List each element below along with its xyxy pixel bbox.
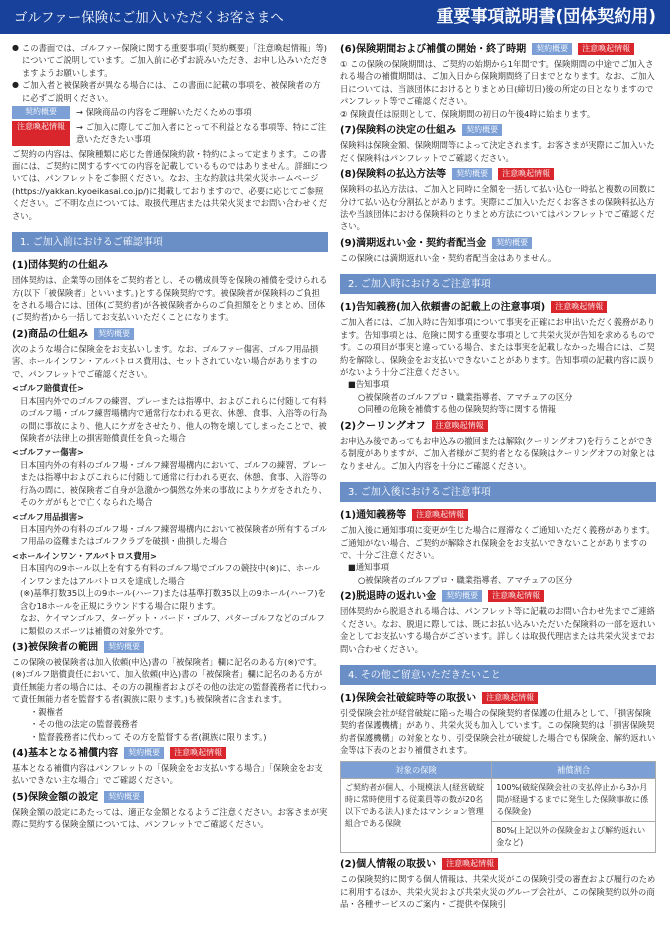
tag-caution-info: 注意喚起情報 — [488, 590, 544, 602]
intro-paragraph: ご契約の内容は、保険種類に応じた普通保険約款・特約によって定まります。この書面には、ご契約に関するすべての内容を記載しているものではありません。詳細については、パンフレットをご参照ください。なお、主な約款は共栄火災ホームページ(https://yakkan.kyoeikasai.co.jp/)に掲載しておりますので、必要に応じてご参照ください。ご不明な点については、取扱代理店または共栄火災までお問い合わせください。 — [12, 148, 328, 221]
s4-heading-2-text: (2)個人情報の取扱い — [340, 859, 437, 871]
tag-caution-info: 注意喚起情報 — [432, 420, 488, 432]
table-header-cell: 対象の保険 — [341, 761, 492, 778]
list-item: ○被保険者のゴルフプロ・職業指導者、アマチュアの区分 — [358, 391, 573, 402]
s1-heading-4 — [12, 746, 328, 761]
list-item: ・親権者 — [30, 706, 64, 717]
s1-text-8: 保険料の払込方法は、ご加入と同時に全額を一括して払い込む一時払と複数の回数に分けて払い込む分割払とがあります。実際にご加入いただくお客さまの保険料払込方法や当該団体における保険料のとりまとめ方法についてはパンフレットでご確認ください。 — [340, 184, 656, 232]
section-1-header: 1. ご加入前におけるご確認事項 — [12, 232, 328, 252]
s1-heading-9-text: (9)満期返れい金・契約者配当金 — [340, 237, 487, 249]
section-2-header: 2. ご加入時におけるご注意事項 — [340, 274, 656, 294]
tag-contract-overview: 契約概要 — [492, 237, 532, 249]
table-cell: ご契約者が個人、小規模法人(経営破綻時に常時使用する従業員等の数が20名以下である法人)またはマンション管理組合である保険 — [341, 779, 492, 853]
tag-caution-info: 注意喚起情報 — [442, 858, 498, 870]
s1-heading-3-text: (3)被保険者の範囲 — [12, 641, 99, 653]
tag-contract-overview: 契約概要 — [104, 641, 144, 653]
s1-sub-d: <ホールインワン・アルバトロス費用> — [12, 550, 157, 561]
s1-text-3b: (※)ゴルフ賠償責任において、加入依頼(申込)書の「被保険者」欄に記名のある方が責任無能力者の場合には、その方の親権者およびその他の法定の監督義務者に代わって責任無能力者を監督する者(親族に限ります。)も被保険者に含まれます。 — [12, 669, 328, 705]
list-item: ○被保険者のゴルフプロ・職業指導者、アマチュアの区分 — [358, 574, 573, 585]
s1-sub-c: <ゴルフ用品損害> — [12, 511, 84, 522]
tag-contract-overview: 契約概要 — [442, 590, 482, 602]
s2-text-1: ご加入者には、ご加入時に告知事項について事実を正確にお申出いただく義務があります。告知事項とは、危険に関する重要な事項として共栄火災が告知を求めるものです。この項目が事実と違っている場合、または事実を記載しなかった場合には、ご契約を解除し、保険金をお支払いできないことがあります。告知事項の記載内容に誤りがないよう十分ご注意ください。 — [340, 317, 656, 377]
list-item: ■告知事項 — [348, 379, 390, 390]
table-cell: 100%(破綻保険会社の支払停止から3か月間が経過するまでに発生した保険事故に係る保険金) — [492, 779, 656, 822]
banner-subtitle: ゴルファー保険にご加入いただくお客さまへ — [14, 10, 284, 26]
tag-contract-overview: 契約概要 — [94, 328, 134, 340]
table-cell: 80%(上記以外の保険金および解約返れい金など) — [492, 822, 656, 853]
s3-heading-2 — [340, 589, 656, 604]
s1-sub-b: <ゴルファー傷害> — [12, 447, 84, 458]
s1-heading-2 — [12, 327, 328, 342]
tag-caution-info: 注意喚起情報 — [551, 301, 607, 313]
s1-text-7: 保険料は保険金額、保険期間等によって決定されます。お客さまが実際にご加入いただく保険料はパンフレットでご確認ください。 — [340, 140, 655, 163]
tag-caution-info: 注意喚起情報 — [412, 509, 468, 521]
list-item: ■通知事項 — [348, 562, 390, 573]
list-item: ○同種の危険を補償する他の保険契約等に関する情報 — [358, 404, 557, 415]
s2-heading-1 — [340, 300, 656, 315]
s1-heading-5 — [12, 790, 328, 805]
tag-caution-info: 注意喚起情報 — [578, 43, 634, 55]
s1-text-3: この保険の被保険者は加入依頼(申込)書の「被保険者」欄に記名のある方(※)です。 — [12, 656, 322, 667]
s1-heading-5-text: (5)保険金額の設定 — [12, 791, 99, 803]
s3-heading-1-text: (1)通知義務等 — [340, 510, 407, 522]
tag-caution-info: 注意喚起情報 — [12, 121, 70, 146]
s1-heading-2-text: (2)商品の仕組み — [12, 328, 89, 340]
s4-text-2: この保険契約に関する個人情報は、共栄火災がこの保険引受の審査および履行のために利用するほか、共栄火災および共栄火災のグループ会社が、この保険契約以外の商品・各種サービスのご案内・ご提供や保険引 — [340, 874, 656, 910]
tag-contract-overview: 契約概要 — [452, 168, 492, 180]
intro-bullet-1: ● この書面では、ゴルファー保険に関する重要事項(「契約概要」「注意喚起情報」等)についてご説明しています。ご加入前に必ずお読みいただき、お申し込みいただきますようお願いします。 — [12, 42, 328, 79]
s1-text-6a: ① この保険の保険期間は、ご契約の始期から1年間です。保険期間の中途でご加入される場合の補償期間は、ご加入日から保険期間終了日までとなります。なお、ご加入日については、当該団体におけるとりまとめ日(締切日)後の所定の日となりますのでパンフレット等でご確認ください。 — [340, 59, 655, 107]
s1-sub-d-note: (※)基準打数35以上の9ホール(ハーフ)または基準打数35以上の9ホール(ハーフ)を含む18ホールを正規にラウンドする場合に限ります。 — [20, 588, 326, 611]
s1-text-5: 保険金額の設定にあたっては、適正な金額となるようご注意ください。お客さまが実際に契約する保険金額については、パンフレットでご確認ください。 — [12, 806, 328, 830]
title-banner — [0, 0, 670, 34]
s4-heading-1 — [340, 691, 656, 706]
s1-text-4: 基本となる補償内容はパンフレットの「保険金をお支払いする場合」「保険金をお支払いできない主な場合」でご確認ください。 — [12, 763, 323, 786]
s1-sub-d-note-2: なお、ケイマンゴルフ、ターゲット・バード・ゴルフ、パターゴルフなどのゴルフに類似のスポーツは補償の対象外です。 — [20, 613, 325, 636]
s4-heading-2 — [340, 857, 656, 872]
section-4-header: 4. その他ご留意いただきたいこと — [340, 665, 656, 685]
banner-title: 重要事項説明書(団体契約用) — [436, 7, 656, 27]
s1-sub-b-text: 日本国内外の有料のゴルフ場・ゴルフ練習場構内において、ゴルフの練習、プレーまたは指導中およびこれらに付随して通常に行われる更衣、休憩、食事、入浴等の行為の間に、被保険者ご自身が急激かつ偶然な外来の事故によりケガをされたり、そのケガがもとで亡くなられた場合 — [20, 459, 327, 508]
s3-text-2: 団体契約から脱退される場合は、パンフレット等に記載のお問い合わせ先までご連絡ください。なお、脱退に際しては、既にお払い込みいただいた保険料の一部を返れい金としてお支払いする場合がございます。詳しくは取扱代理店または共栄火災までお問い合わせください。 — [340, 606, 656, 654]
s2-heading-2-text: (2)クーリングオフ — [340, 420, 426, 432]
s4-text-1: 引受保険会社が経営破綻に陥った場合の保険契約者保護の仕組みとして、「損害保険契約者保護機構」があり、共栄火災も加入しています。この保険契約は「損害保険契約者保護機構」の対象となり、引受保険会社が破綻した場合でも保険金、解約返れい金等は下表のとおり補償されます。 — [340, 708, 656, 756]
s2-heading-2 — [340, 419, 656, 434]
s3-heading-2-text: (2)脱退時の返れい金 — [340, 591, 437, 603]
tag-contract-overview: 契約概要 — [104, 791, 144, 803]
s4-heading-1-text: (1)保険会社破綻時等の取扱い — [340, 693, 477, 704]
s1-sub-a: <ゴルフ賠償責任> — [12, 383, 84, 394]
s1-heading-7 — [340, 123, 656, 138]
s2-text-2: お申込み後であってもお申込みの撤回または解除(クーリングオフ)を行うことができる制度がありますが、ご加入者様がご契約者となる保険はクーリングオフの対象とはなりません。ご加入内容を十分にご確認ください。 — [340, 435, 655, 471]
intro-bullet-2: ● ご加入者と被保険者が異なる場合には、この書面に記載の事項を、被保険者の方に必ずご説明ください。 — [12, 79, 328, 104]
s1-text-6b: ② 保険責任は原則として、保険期間の初日の午後4時に始まります。 — [340, 108, 596, 119]
protection-table — [340, 761, 656, 853]
s2-heading-1-text: (1)告知義務(加入依頼書の記載上の注意事項) — [340, 302, 546, 314]
legend-row-1 — [12, 106, 328, 118]
table-row — [341, 779, 656, 822]
tag-contract-overview: 契約概要 — [462, 124, 502, 136]
s1-sub-c-text: 日本国内外の有料のゴルフ場・ゴルフ練習場構内において被保険者が所有するゴルフ用品の盗難またはゴルフクラブを破損・曲損した場合 — [20, 524, 327, 547]
section-3-header: 3. ご加入後におけるご注意事項 — [340, 482, 656, 502]
s1-sub-a-text: 日本国内外でのゴルフの練習、プレーまたは指導中、およびこれらに付随して有料のゴルフ場・ゴルフ練習場構内で通常行なわれる更衣、休憩、食事、入浴等の行為の間に事故により、他人にケガをさせたり、他人の物を壊してしまったことで、被保険者が法律上の損害賠償責任を負った場合 — [20, 395, 327, 443]
legend-text-2: → ご加入に際してご加入者にとって不利益となる事項等、特にご注意いただきたい事項 — [76, 121, 327, 145]
s1-heading-8 — [340, 167, 656, 182]
s1-heading-9 — [340, 236, 656, 251]
s1-heading-1: (1)団体契約の仕組み — [12, 260, 109, 272]
s1-heading-7-text: (7)保険料の決定の仕組み — [340, 125, 457, 137]
left-column — [12, 42, 328, 831]
legend-text-1: → 保険商品の内容をご理解いただくための事項 — [76, 107, 252, 118]
table-header-row — [341, 761, 656, 778]
s1-heading-6-text: (6)保険期間および補償の開始・終了時期 — [340, 44, 527, 55]
tag-caution-info: 注意喚起情報 — [170, 747, 226, 759]
s1-sub-d-text: 日本国内の9ホール以上を有する有料のゴルフ場でゴルフの競技中(※)に、ホールインワンまたはアルバトロスを達成した場合 — [20, 563, 321, 586]
tag-caution-info: 注意喚起情報 — [482, 692, 538, 704]
s1-heading-3 — [12, 640, 328, 655]
list-item: ・その他の法定の監督義務者 — [30, 719, 138, 730]
s1-text-2: 次のような場合に保険金をお支払いします。なお、ゴルファー傷害、ゴルフ用品損害、ホールインワン・アルバトロス費用は、セットされていない場合がありますので、パンフレットでご確認ください。 — [12, 343, 319, 379]
s1-heading-4-text: (4)基本となる補償内容 — [12, 748, 119, 759]
tag-contract-overview: 契約概要 — [124, 747, 164, 759]
s3-heading-1 — [340, 508, 656, 523]
tag-contract-overview: 契約概要 — [532, 43, 572, 55]
s3-text-1: ご加入後に通知事項に変更が生じた場合に遅滞なくご通知いただく義務があります。ご通知がない場合、ご契約が解除され保険金をお支払いできないことがありますので、十分ご注意ください。 — [340, 525, 655, 560]
tag-caution-info: 注意喚起情報 — [498, 168, 554, 180]
s1-heading-8-text: (8)保険料の払込方法等 — [340, 169, 447, 181]
right-column — [340, 42, 656, 911]
tag-contract-overview: 契約概要 — [12, 106, 70, 118]
legend-row-2 — [12, 121, 328, 146]
list-item: ・監督義務者に代わって その方を監督する者(親族に限ります。) — [30, 731, 267, 742]
s1-heading-6 — [340, 42, 656, 57]
s1-text-1: 団体契約は、企業等の団体をご契約者とし、その構成員等を保険の補償を受けられる方(以下「被保険者」といいます。)とする保険契約です。被保険者が保険料のご負担をされる場合には、団体(ご契約者)が各被保険者からのご負担額をとりまとめ、団体(ご契約者)から一括してお支払いいただくことになります。 — [12, 275, 328, 323]
s1-text-9: この保険には満期返れい金・契約者配当金はありません。 — [340, 252, 557, 263]
table-header-cell: 補償割合 — [492, 761, 656, 778]
